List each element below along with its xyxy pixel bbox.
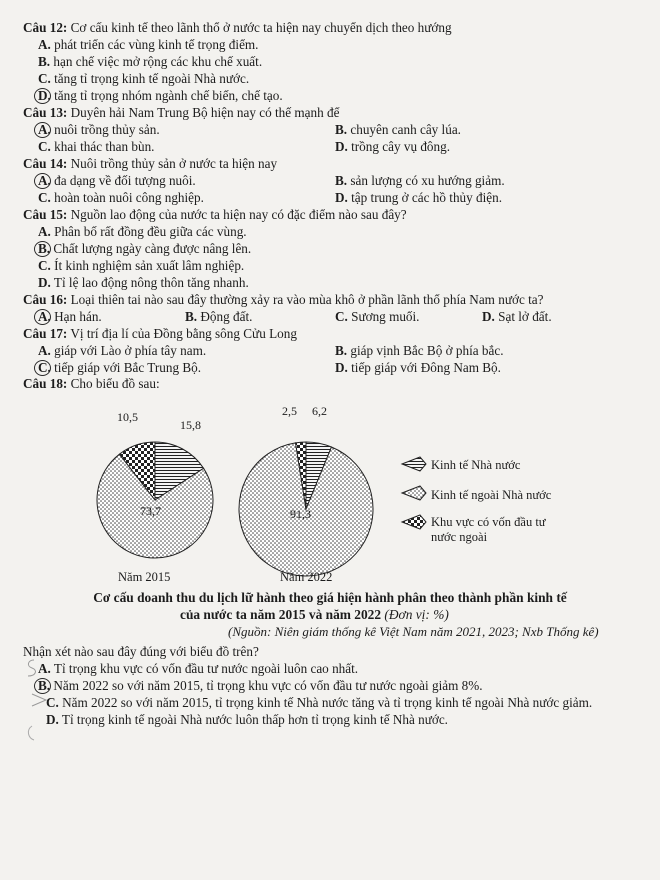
- q18-option-c[interactable]: [46, 695, 592, 711]
- question-number: Câu 15:: [23, 207, 68, 222]
- question-12-stem: [23, 20, 452, 36]
- option-letter: A.: [38, 122, 51, 137]
- question-18-prompt: Nhận xét nào sau đây đúng với biểu đồ trên?: [23, 644, 259, 659]
- answer-circle-mark: [34, 241, 51, 257]
- question-18-stem: [23, 376, 160, 392]
- q12-option-d[interactable]: [38, 88, 283, 104]
- q14-option-c[interactable]: [38, 190, 204, 206]
- option-text: Chất lượng ngày càng được nâng lên.: [53, 241, 252, 256]
- pie-value-label-1-1: 91,3: [290, 507, 311, 521]
- q17-option-d[interactable]: [335, 360, 501, 376]
- option-text: Tỉ trọng khu vực có vốn đầu tư nước ngoài luôn cao nhất.: [53, 661, 359, 676]
- pencil-scribble: [20, 654, 50, 744]
- option-text: Phân bố rất đồng đều giữa các vùng.: [54, 224, 247, 239]
- q14-option-a[interactable]: [38, 173, 196, 189]
- question-16-stem: [23, 292, 543, 308]
- option-letter: A.: [38, 224, 51, 239]
- answer-circle-mark: [34, 360, 51, 376]
- answer-circle-mark: [34, 309, 51, 325]
- q17-option-c[interactable]: [38, 360, 201, 376]
- chart-source: (Nguồn: Niên giám thống kê Việt Nam năm 2021, 2023; Nxb Thống kê): [228, 624, 599, 639]
- option-letter: C.: [38, 71, 51, 86]
- q14-option-b[interactable]: [335, 173, 505, 189]
- option-letter: C.: [46, 695, 59, 710]
- q18-option-d[interactable]: [46, 712, 448, 728]
- chart-title-line2-text: của nước ta năm 2015 và năm 2022: [180, 607, 382, 622]
- option-letter: D.: [335, 139, 348, 154]
- option-text: giáp vịnh Bắc Bộ ở phía bắc.: [350, 343, 504, 358]
- q12-option-a[interactable]: [38, 37, 258, 53]
- pie-value-label-1-0: 6,2: [312, 404, 327, 418]
- option-letter: D.: [38, 88, 51, 103]
- option-letter: C.: [38, 139, 51, 154]
- question-text: Vị trí địa lí của Đồng bằng sông Cửu Long: [70, 326, 297, 341]
- legend-label-non-state: Kinh tế ngoài Nhà nước: [431, 488, 552, 502]
- question-number: Câu 12:: [23, 20, 68, 35]
- legend-swatch-0: [402, 457, 426, 471]
- question-text: Nguồn lao động của nước ta hiện nay có đặc điểm nào sau đây?: [70, 207, 407, 222]
- option-text: tăng tỉ trọng kinh tế ngoài Nhà nước.: [54, 71, 250, 86]
- pie-year-label-2022: Năm 2022: [280, 570, 333, 584]
- option-letter: C.: [335, 309, 348, 324]
- pie-value-label-0-0: 15,8: [180, 418, 201, 432]
- option-text: tiếp giáp với Đông Nam Bộ.: [351, 360, 501, 375]
- question-number: Câu 14:: [23, 156, 68, 171]
- option-text: Sạt lở đất.: [498, 309, 552, 324]
- option-letter: B.: [38, 54, 51, 69]
- pie-value-label-0-1: 73,7: [140, 504, 161, 518]
- option-letter: D.: [482, 309, 495, 324]
- option-letter: B.: [335, 343, 348, 358]
- q13-option-a[interactable]: [38, 122, 160, 138]
- question-number: Câu 18:: [23, 376, 68, 391]
- q13-option-b[interactable]: [335, 122, 461, 138]
- q14-option-d[interactable]: [335, 190, 502, 206]
- option-text: Năm 2022 so với năm 2015, tỉ trọng khu vực có vốn đầu tư nước ngoài giảm 8%.: [53, 678, 483, 693]
- q12-option-c[interactable]: [38, 71, 249, 87]
- option-letter: D.: [46, 712, 59, 727]
- q13-option-d[interactable]: [335, 139, 450, 155]
- q15-option-b[interactable]: [38, 241, 251, 257]
- option-text: chuyên canh cây lúa.: [350, 122, 461, 137]
- legend-label-foreign-line2: nước ngoài: [431, 530, 488, 544]
- chart-title: Cơ cấu doanh thu du lịch lữ hành theo giá hiện hành phân theo thành phần kinh tế: [93, 590, 567, 605]
- pie-value-label-1-2: 2,5: [282, 404, 297, 418]
- option-text: Sương muối.: [351, 309, 420, 324]
- question-13-stem: [23, 105, 339, 121]
- option-text: tăng tỉ trọng nhóm ngành chế biến, chế tạo.: [54, 88, 283, 103]
- question-17-stem: [23, 326, 297, 342]
- option-text: Động đất.: [200, 309, 253, 324]
- chart-title-line2: [180, 607, 449, 623]
- option-text: Năm 2022 so với năm 2015, tỉ trọng kinh tế Nhà nước tăng và tỉ trọng kinh tế ngoài Nhà nước giảm.: [62, 695, 593, 710]
- option-text: đa dạng về đối tượng nuôi.: [54, 173, 196, 188]
- option-text: khai thác than bùn.: [54, 139, 155, 154]
- option-text: tập trung ở các hồ thủy điện.: [351, 190, 503, 205]
- option-text: giáp với Lào ở phía tây nam.: [54, 343, 207, 358]
- question-text: Cơ cấu kinh tế theo lãnh thổ ở nước ta hiện nay chuyển dịch theo hướng: [70, 20, 452, 35]
- option-letter: A.: [38, 309, 51, 324]
- question-number: Câu 16:: [23, 292, 68, 307]
- question-number: Câu 13:: [23, 105, 68, 120]
- q16-option-b[interactable]: [185, 309, 252, 325]
- option-letter: A.: [38, 343, 51, 358]
- answer-circle-mark: [34, 173, 51, 189]
- question-14-stem: [23, 156, 277, 172]
- chart-unit: (Đơn vị: %): [384, 607, 449, 622]
- option-letter: B.: [185, 309, 198, 324]
- legend-label-state: Kinh tế Nhà nước: [431, 458, 521, 472]
- q17-option-b[interactable]: [335, 343, 504, 359]
- option-letter: B.: [335, 173, 348, 188]
- q15-option-c[interactable]: [38, 258, 244, 274]
- option-text: Tỉ lệ lao động nông thôn tăng nhanh.: [53, 275, 249, 290]
- q18-option-a[interactable]: [38, 661, 358, 677]
- option-letter: B.: [335, 122, 348, 137]
- answer-circle-mark: [34, 122, 51, 138]
- option-text: hạn chế việc mở rộng các khu chế xuất.: [53, 54, 263, 69]
- q12-option-b[interactable]: [38, 54, 262, 70]
- q13-option-c[interactable]: [38, 139, 154, 155]
- option-text: Ít kinh nghiệm sản xuất lâm nghiệp.: [54, 258, 245, 273]
- option-text: trồng cây vụ đông.: [351, 139, 451, 154]
- q16-option-d[interactable]: [482, 309, 552, 325]
- option-letter: C.: [38, 360, 51, 375]
- question-15-stem: [23, 207, 407, 223]
- q17-option-a[interactable]: [38, 343, 206, 359]
- option-text: phát triển các vùng kinh tế trọng điểm.: [54, 37, 259, 52]
- legend-label-foreign: Khu vực có vốn đầu tư: [431, 515, 546, 529]
- legend-swatch-1: [402, 486, 426, 500]
- question-number: Câu 17:: [23, 326, 68, 341]
- q18-option-b[interactable]: [38, 678, 483, 694]
- option-letter: D.: [335, 190, 348, 205]
- q16-option-c[interactable]: [335, 309, 419, 325]
- option-letter: A.: [38, 37, 51, 52]
- pie-year-label-2015: Năm 2015: [118, 570, 171, 584]
- option-letter: B.: [38, 241, 51, 256]
- q15-option-d[interactable]: [38, 275, 249, 291]
- option-letter: C.: [38, 190, 51, 205]
- option-text: sản lượng có xu hướng giảm.: [350, 173, 505, 188]
- option-text: Tỉ trọng kinh tế ngoài Nhà nước luôn thấp hơn tỉ trọng kinh tế Nhà nước.: [61, 712, 448, 727]
- option-text: Hạn hán.: [54, 309, 102, 324]
- option-letter: D.: [38, 275, 51, 290]
- option-text: nuôi trồng thủy sản.: [54, 122, 160, 137]
- option-letter: B.: [38, 678, 51, 693]
- option-letter: A.: [38, 173, 51, 188]
- question-text: Cho biểu đồ sau:: [70, 376, 160, 391]
- option-letter: C.: [38, 258, 51, 273]
- question-text: Duyên hải Nam Trung Bộ hiện nay có thế mạnh để: [70, 105, 340, 120]
- option-text: hoàn toàn nuôi công nghiệp.: [54, 190, 204, 205]
- question-text: Nuôi trồng thủy sản ở nước ta hiện nay: [70, 156, 278, 171]
- question-text: Loại thiên tai nào sau đây thường xảy ra vào mùa khô ở phần lãnh thổ phía Nam nước ta?: [70, 292, 544, 307]
- q15-option-a[interactable]: [38, 224, 247, 240]
- option-letter: A.: [38, 661, 51, 676]
- answer-circle-mark: [34, 88, 51, 104]
- legend-swatch-2: [402, 515, 426, 529]
- option-letter: D.: [335, 360, 348, 375]
- pie-value-label-0-2: 10,5: [117, 410, 138, 424]
- option-text: tiếp giáp với Bắc Trung Bộ.: [54, 360, 202, 375]
